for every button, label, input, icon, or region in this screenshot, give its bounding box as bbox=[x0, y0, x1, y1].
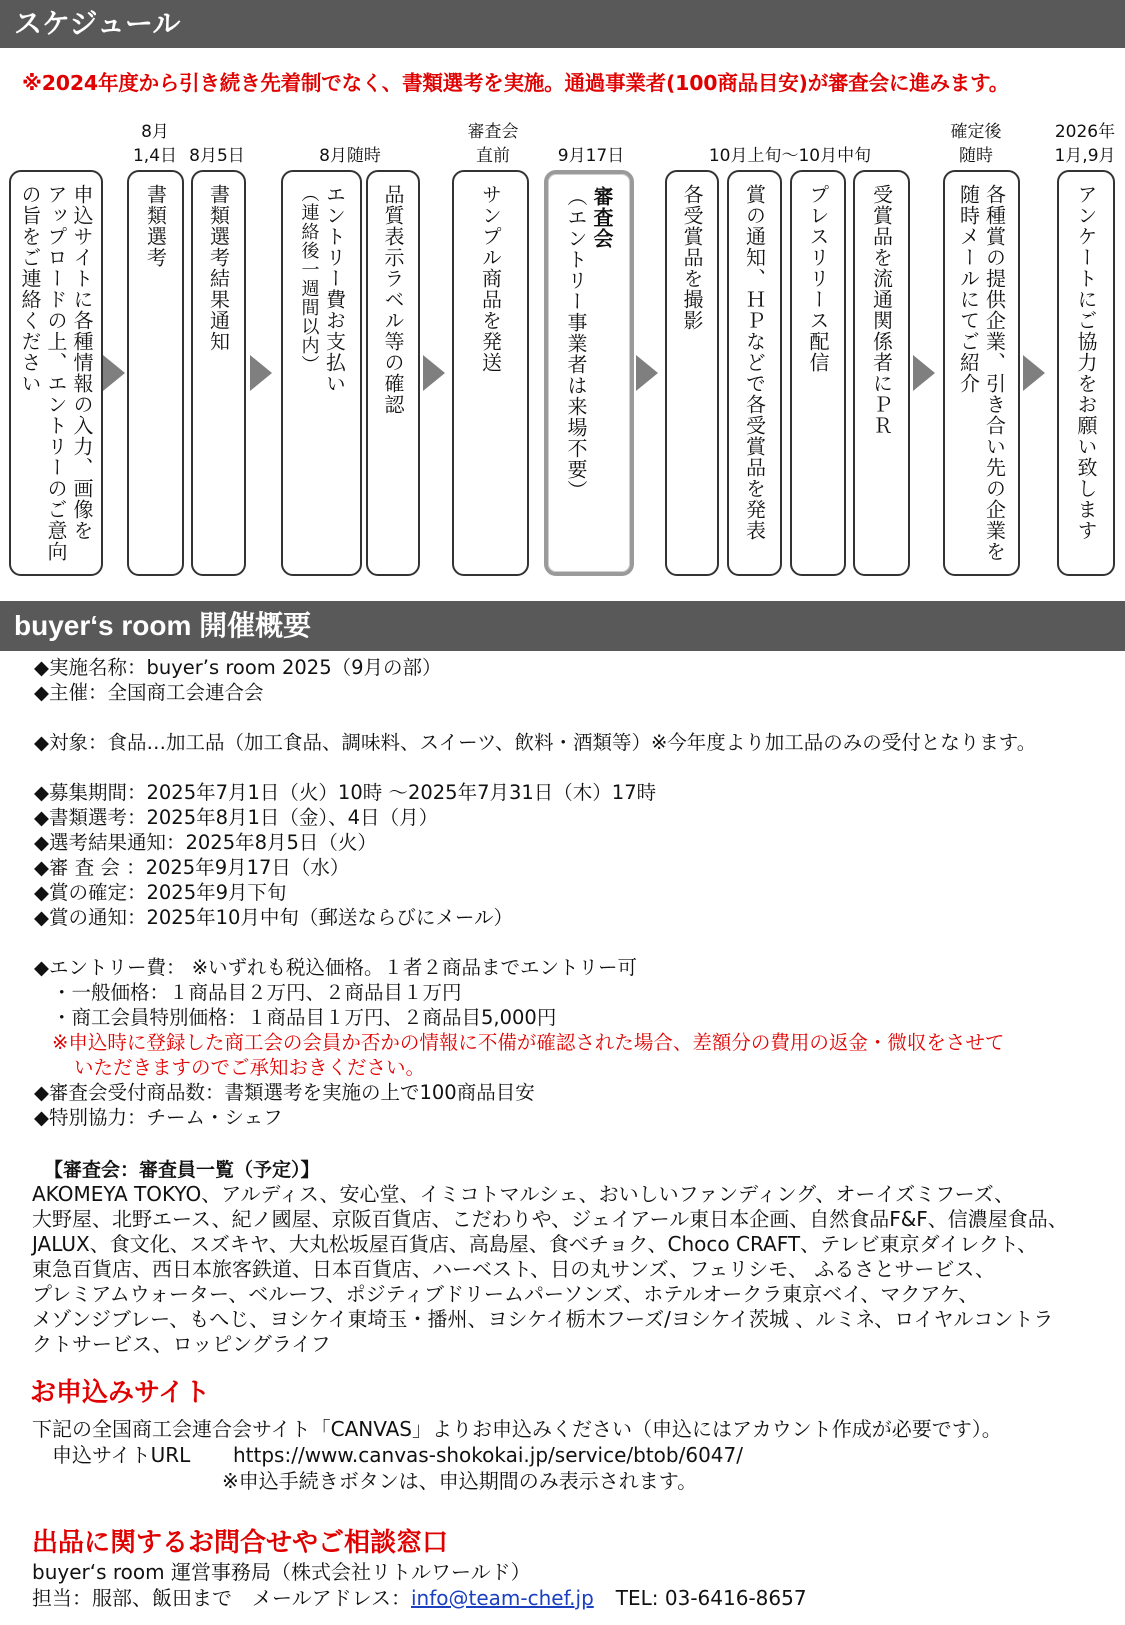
step-introduction-line2: 随時メールにてご紹介 bbox=[956, 184, 981, 394]
judges-line: JALUX、食文化、スズキヤ、大丸松坂屋百貨店、高島屋、食べチョク、Choco CRAFT、テレビ東京ダイレクト、 bbox=[32, 1232, 1038, 1256]
step-photograph-text: 各受賞品を撮影 bbox=[680, 184, 704, 331]
overview-spacer bbox=[34, 705, 1119, 730]
step-entry-fee-line2: （連絡後一週間以内） bbox=[298, 184, 320, 374]
step-doc-screening-text: 書類選考 bbox=[143, 184, 168, 268]
application-url[interactable]: https://www.canvas-shokokai.jp/service/btob/6047/ bbox=[233, 1443, 743, 1467]
contact-office: buyer‘s room 運営事務局（株式会社リトルワールド） bbox=[32, 1560, 531, 1584]
judges-line: 東急百貨店、西日本旅客鉄道、日本百貨店、ハーベスト、日の丸サンズ、フェリシモ、 ふるさとサービス、 bbox=[32, 1257, 995, 1281]
contact-row bbox=[32, 1586, 807, 1611]
overview-spacer bbox=[34, 930, 1119, 955]
arrow-icon bbox=[423, 355, 445, 391]
overview-line: ◆審査会受付商品数：書類選考を実施の上で100商品目安 bbox=[34, 1081, 535, 1104]
overview-warning: いただきますのでご承知おきください。 bbox=[74, 1056, 426, 1079]
step-apply-line3: の旨をご連絡ください bbox=[18, 184, 42, 394]
step-award-notice-text: 賞の通知、ＨＰなどで各受賞品を発表 bbox=[742, 184, 767, 541]
overview-line: ・一般価格：１商品目２万円、２商品目１万円 bbox=[52, 981, 462, 1004]
step-entry-fee bbox=[281, 170, 362, 576]
application-note: ※申込手続きボタンは、申込期間のみ表示されます。 bbox=[222, 1469, 698, 1493]
overview-line: ◆選考結果通知：2025年8月5日（火） bbox=[34, 831, 377, 854]
step-label-check bbox=[366, 170, 420, 576]
date-label-doc-screening: 8月 1,4日 bbox=[132, 122, 178, 166]
arrow-icon bbox=[103, 355, 125, 391]
step-press-release-text: プレスリリース配信 bbox=[806, 184, 830, 373]
judges-line: クトサービス、ロッピングライフ bbox=[32, 1332, 331, 1356]
overview-line: ◆募集期間：2025年7月1日（火）10時 ～2025年7月31日（木）17時 bbox=[34, 781, 657, 804]
contact-tel: TEL: 03-6416-8657 bbox=[615, 1586, 807, 1610]
judges-line: AKOMEYA TOKYO、アルディス、安心堂、イミコトマルシェ、おいしいファンディング、オーイズミフーズ、 bbox=[32, 1182, 1015, 1206]
arrow-icon bbox=[250, 355, 272, 391]
overview-list bbox=[34, 655, 1119, 1130]
step-survey bbox=[1057, 170, 1115, 576]
judges-list bbox=[32, 1182, 1122, 1357]
step-pr-text: 受賞品を流通関係者にＰＲ bbox=[869, 184, 894, 436]
date-label-review-day: 9月17日 bbox=[557, 146, 625, 166]
arrow-icon bbox=[1023, 355, 1045, 391]
step-introduction-line1: 各種賞の提供企業、引き合い先の企業を bbox=[982, 184, 1007, 562]
schedule-notice: ※2024年度から引き続き先着制でなく、書類選考を実施。通過事業者(100商品目安)が審査会に進みます。 bbox=[22, 71, 1010, 95]
overview-line: ・商工会員特別価格：１商品目１万円、２商品目5,000円 bbox=[52, 1006, 557, 1029]
step-apply-line2: アップロードの上、エントリーのご意向 bbox=[44, 184, 68, 562]
step-photograph bbox=[665, 170, 719, 576]
overview-line: ◆主催：全国商工会連合会 bbox=[34, 681, 264, 704]
overview-line: ◆対象：食品…加工品（加工食品、調味料、スイーツ、飲料・酒類等）※今年度より加工品のみの受付となります。 bbox=[34, 731, 1037, 754]
overview-line: ◆エントリー費： ※いずれも税込価格。１者２商品までエントリー可 bbox=[34, 956, 638, 979]
step-survey-text: アンケートにご協力をお願い致します bbox=[1074, 184, 1098, 541]
step-review-meeting bbox=[544, 170, 634, 576]
overview-line: ◆特別協力：チーム・シェフ bbox=[34, 1106, 283, 1129]
contact-person: 担当：服部、飯田まで メールアドレス： bbox=[32, 1586, 411, 1610]
overview-warning: ※申込時に登録した商工会の会員か否かの情報に不備が確認された場合、差額分の費用の返金・微収をさせて bbox=[52, 1031, 1005, 1054]
application-url-label: 申込サイトURL bbox=[52, 1443, 191, 1467]
overview-line: ◆書類選考：2025年8月1日（金）、4日（月） bbox=[34, 806, 439, 829]
schedule-title: スケジュール bbox=[0, 0, 1125, 48]
date-label-after-confirm: 確定後 随時 bbox=[950, 122, 1002, 166]
application-url-row bbox=[52, 1443, 743, 1468]
step-send-sample-text: サンプル商品を発送 bbox=[478, 184, 503, 373]
step-apply bbox=[9, 170, 103, 576]
contact-email-link[interactable]: info@team-chef.jp bbox=[411, 1586, 594, 1610]
overview-line: ◆実施名称：buyer’s room 2025（9月の部） bbox=[34, 656, 442, 679]
arrow-icon bbox=[636, 355, 658, 391]
date-label-anytime: 8月随時 bbox=[319, 146, 381, 166]
step-press-release bbox=[790, 170, 846, 576]
step-award-notice bbox=[727, 170, 782, 576]
judges-line: プレミアムウォーター、ベルーフ、ポジティブドリームパーソンズ、ホテルオークラ東京ベイ、マクアケ、 bbox=[32, 1282, 979, 1306]
overview-line: ◆賞の確定：2025年9月下旬 bbox=[34, 881, 287, 904]
judges-title: 【審査会：審査員一覧（予定）】 bbox=[44, 1159, 320, 1181]
overview-spacer bbox=[34, 755, 1119, 780]
date-label-2026: 2026年 1月,9月 bbox=[1054, 122, 1116, 166]
step-introduction bbox=[943, 170, 1020, 576]
step-doc-screening bbox=[127, 170, 184, 576]
overview-line: ◆賞の通知：2025年10月中旬（郵送ならびにメール） bbox=[34, 906, 514, 929]
date-label-result: 8月5日 bbox=[189, 146, 245, 166]
application-heading: お申込みサイト bbox=[30, 1378, 211, 1408]
step-review-meeting-note: （エントリー事業者は来場不要） bbox=[564, 186, 588, 501]
date-label-october: 10月上旬～10月中旬 bbox=[708, 146, 872, 166]
contact-heading: 出品に関するお問合せやご相談窓口 bbox=[32, 1528, 449, 1558]
judges-line: メゾンジブレー、もへじ、ヨシケイ東埼玉・播州、ヨシケイ栃木フーズ/ヨシケイ茨城 、ルミネ、ロイヤルコントラ bbox=[32, 1307, 1054, 1331]
date-label-before-review: 審査会 直前 bbox=[467, 122, 519, 166]
step-result-notice-text: 書類選考結果通知 bbox=[206, 184, 231, 352]
overview-line: ◆審 査 会 ：2025年9月17日（水） bbox=[34, 856, 350, 879]
step-result-notice bbox=[191, 170, 246, 576]
application-description: 下記の全国商工会連合会サイト「CANVAS」よりお申込みください（申込にはアカウント作成が必要です）。 bbox=[32, 1417, 1002, 1441]
overview-title: buyer‘s room 開催概要 bbox=[0, 601, 1125, 651]
step-review-meeting-title: 審査会 bbox=[590, 186, 614, 249]
step-apply-line1: 申込サイトに各種情報の入力、画像を bbox=[70, 184, 94, 541]
arrow-icon bbox=[913, 355, 935, 391]
step-pr bbox=[853, 170, 910, 576]
step-send-sample bbox=[452, 170, 529, 576]
judges-line: 大野屋、北野エース、紀ノ國屋、京阪百貨店、こだわりや、ジェイアール東日本企画、自然食品F&F、信濃屋食品、 bbox=[32, 1207, 1068, 1231]
step-label-check-text: 品質表示ラベル等の確認 bbox=[381, 184, 405, 415]
step-entry-fee-line1: エントリー費お支払い bbox=[322, 184, 347, 394]
